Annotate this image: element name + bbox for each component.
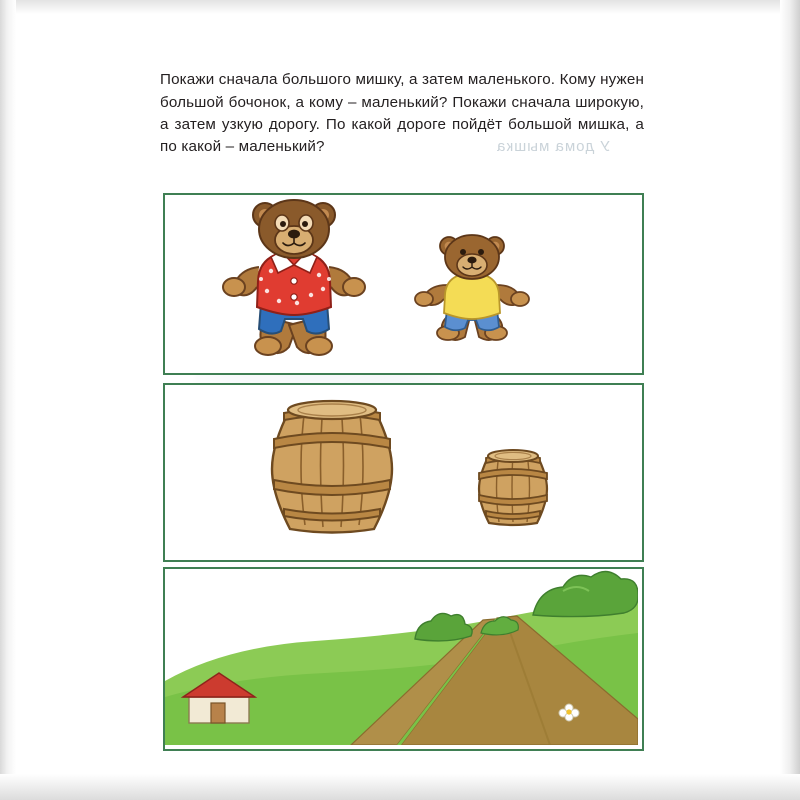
bears-panel <box>163 193 644 375</box>
page-edge-left <box>0 0 16 800</box>
roads-panel <box>163 567 644 751</box>
big-bear <box>223 200 365 355</box>
barrels-illustration <box>165 385 638 556</box>
page-edge-bottom <box>0 774 800 800</box>
instructions-text: Покажи сначала большого мишку, а затем маленького. Кому нужен большой бочонок, а кому – маленький? Покажи сначала широкую, а затем узкую дорогу. По какой дороге пойдёт большой мишка, а по какой – маленький? <box>160 71 644 156</box>
bears-illustration <box>165 195 638 369</box>
roads-illustration <box>165 569 638 745</box>
bleed-through-text: У дома мышка <box>496 138 610 155</box>
small-bear <box>415 235 529 340</box>
page-edge-right <box>780 0 800 800</box>
big-barrel <box>272 401 392 533</box>
barrels-panel <box>163 383 644 562</box>
small-barrel <box>479 450 547 525</box>
page-edge-top <box>0 0 800 14</box>
